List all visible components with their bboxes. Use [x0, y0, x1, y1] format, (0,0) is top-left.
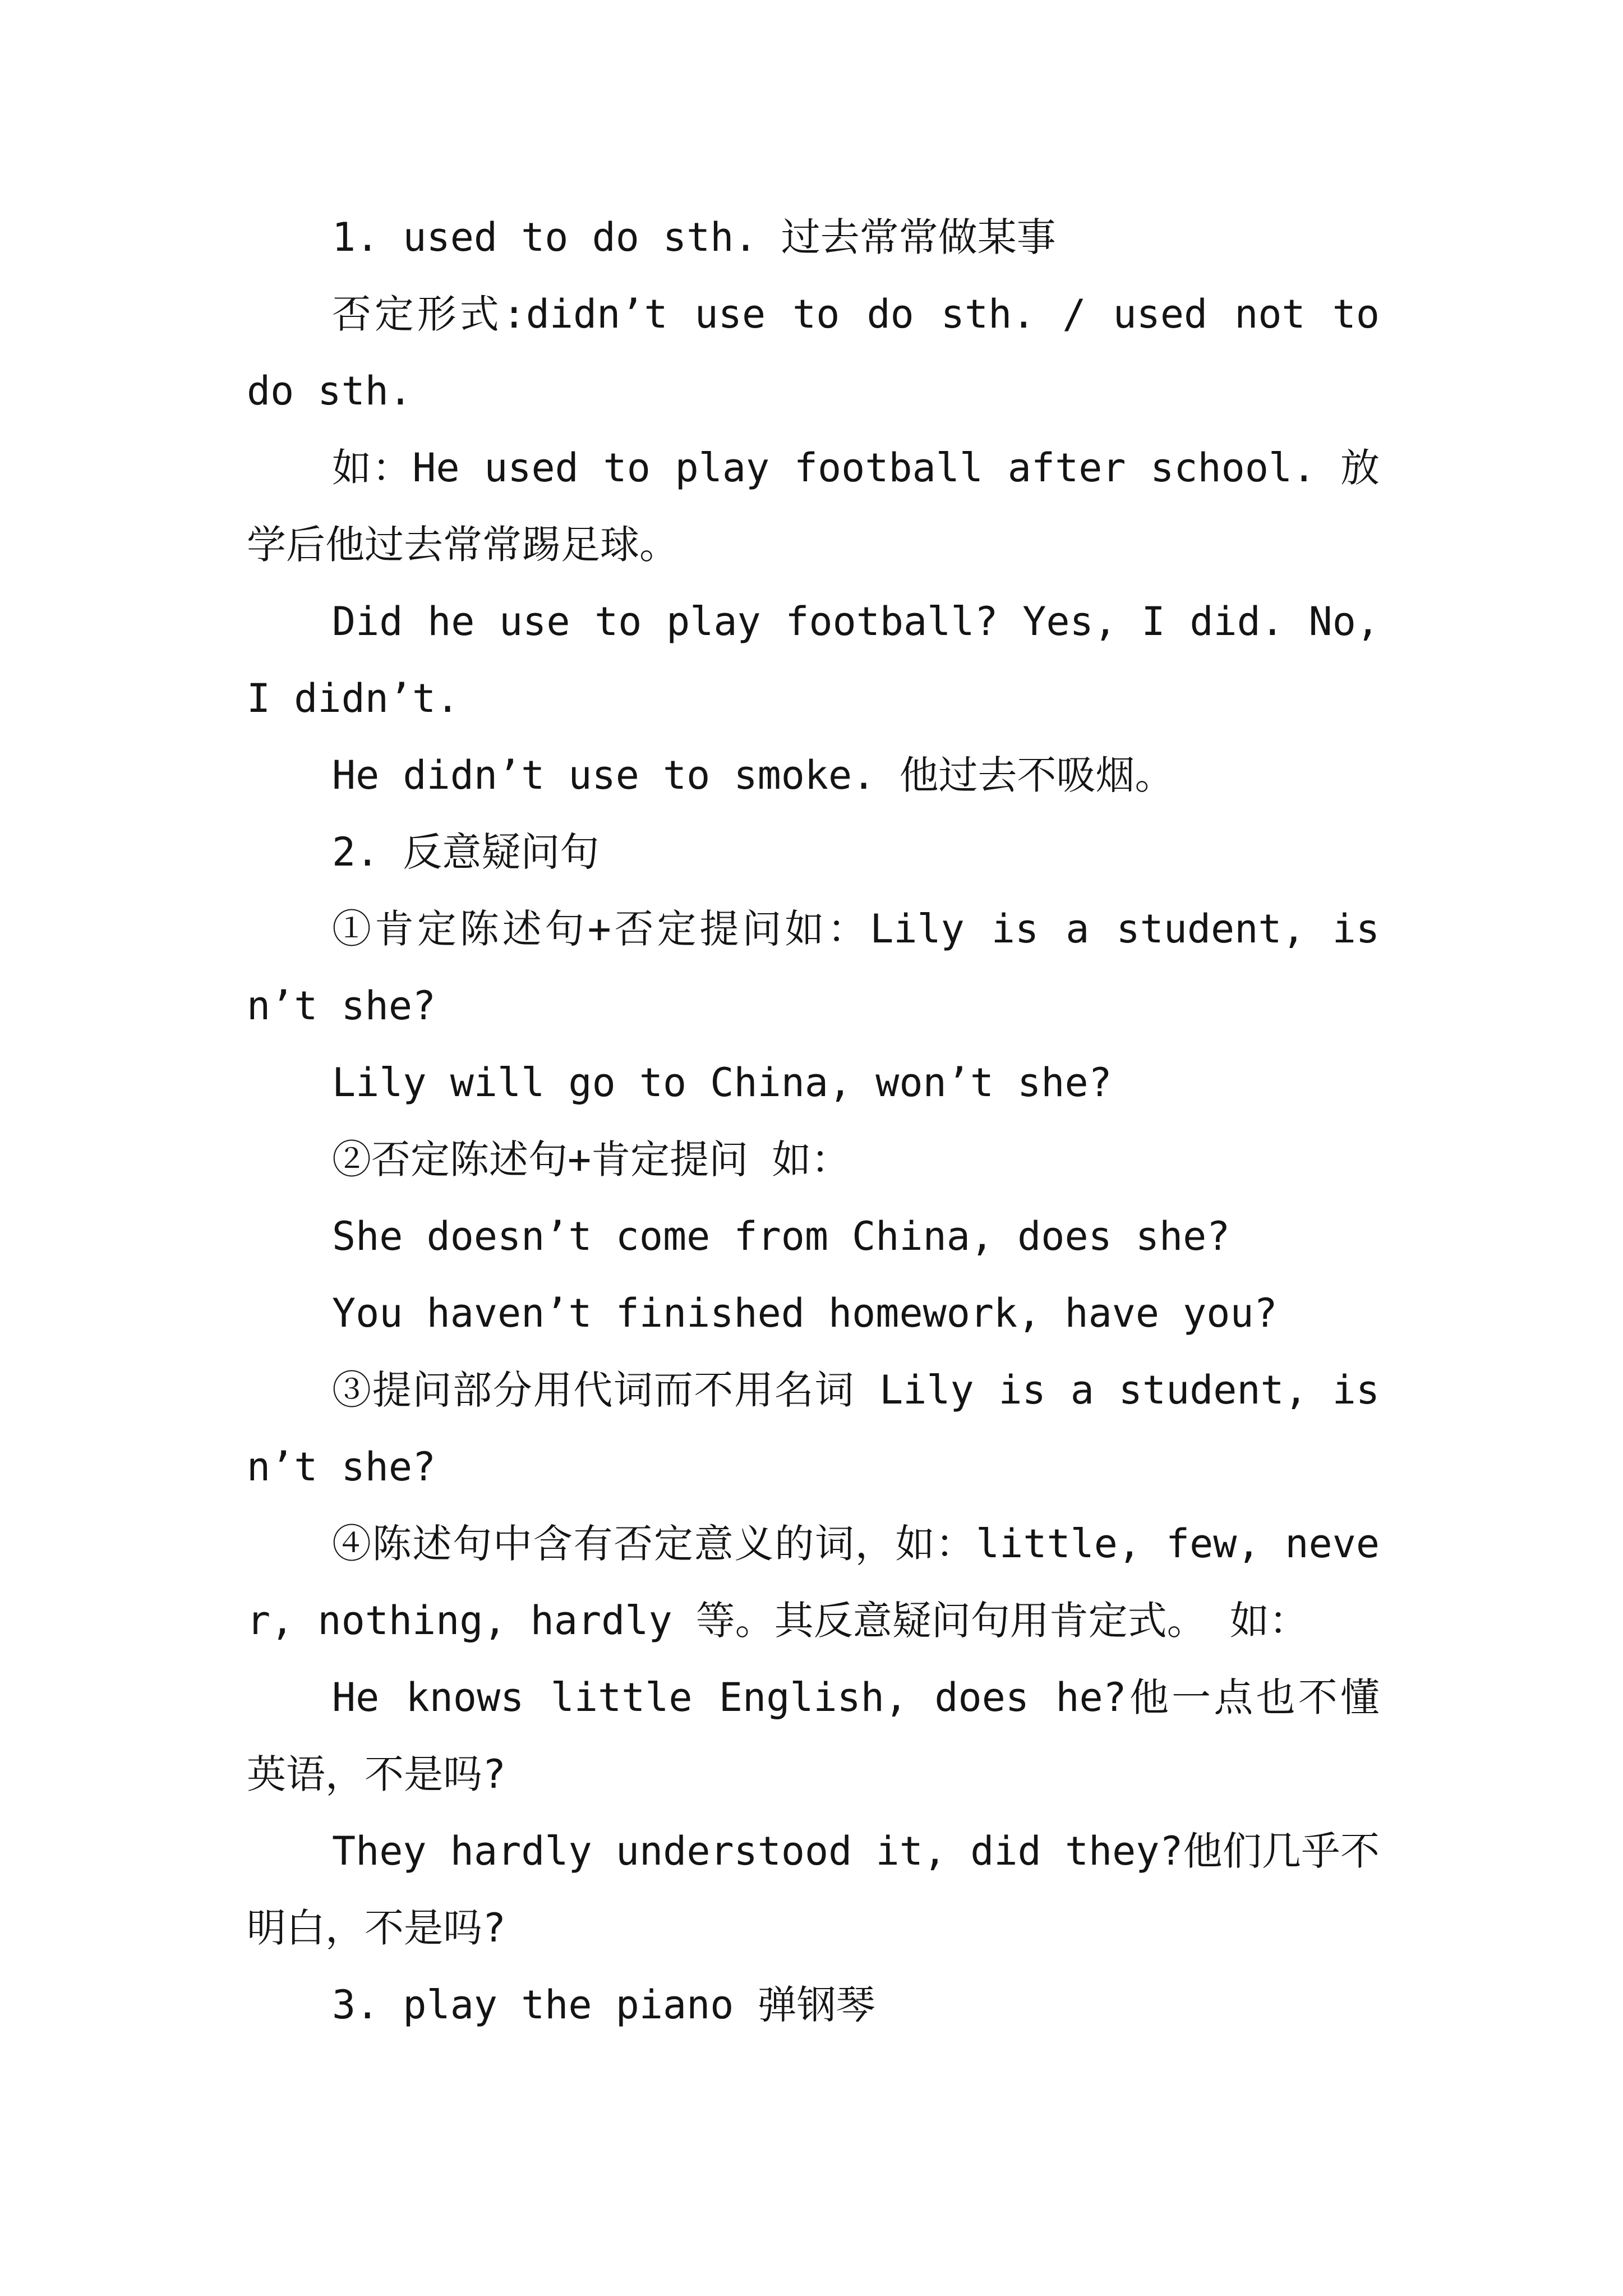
paragraph-question-football: Did he use to play football? Yes, I did. No, I didn’t. [247, 599, 1404, 721]
paragraph-rule-3: ③提问部分用代词而不用名词 Lily is a student, isn’t she? [247, 1367, 1380, 1490]
paragraph-example-hardly: They hardly understood it, did they?他们几乎不明白，不是吗? [247, 1828, 1380, 1951]
paragraph-example-football: 如：He used to play football after school. 放学后他过去常常踢足球。 [247, 445, 1380, 568]
paragraph-used-to-heading: 1. used to do sth. 过去常常做某事 [332, 214, 1056, 260]
paragraph-play-piano-heading: 3. play the piano 弹钢琴 [332, 1982, 875, 2028]
paragraph-negative-form: 否定形式:didn’t use to do sth. / used not to do sth. [247, 291, 1404, 414]
paragraph-rule-2: ②否定陈述句+肯定提问 如： [332, 1137, 851, 1182]
paragraph-example-doesnt: She doesn’t come from China, does she? [332, 1213, 1230, 1259]
paragraph-rule-1: ①肯定陈述句+否定提问如：Lily is a student, isn’t she? [247, 906, 1380, 1029]
document-body [247, 199, 1404, 2044]
paragraph-tag-question-heading: 2. 反意疑问句 [332, 829, 600, 875]
paragraph-example-smoke: He didn’t use to smoke. 他过去不吸烟。 [332, 752, 1174, 798]
paragraph-rule-4: ④陈述句中含有否定意义的词，如：little, few, never, nothing, hardly 等。其反意疑问句用肯定式。 如： [247, 1521, 1380, 1644]
paragraph-example-china: Lily will go to China, won’t she? [332, 1060, 1112, 1106]
paragraph-example-homework: You haven’t finished homework, have you? [332, 1290, 1278, 1336]
paragraph-example-english: He knows little English, does he?他一点也不懂英语，不是吗? [247, 1674, 1380, 1797]
